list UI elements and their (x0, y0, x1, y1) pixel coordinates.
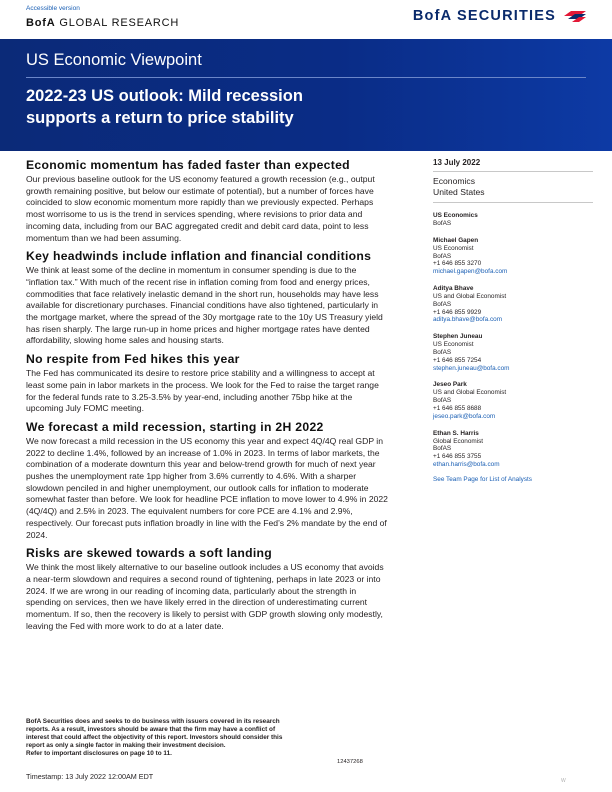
section-soft-landing (26, 546, 390, 632)
analyst-card (433, 237, 593, 276)
analyst-name: Aditya Bhave (433, 284, 474, 292)
report-title-line-2: supports a return to price stability (26, 109, 294, 127)
accessible-version-link[interactable]: Accessible version (26, 5, 80, 12)
analyst-card (433, 285, 593, 324)
banner-divider (26, 77, 586, 78)
analyst-role: US and Global Economist (433, 292, 507, 300)
sidebar (433, 158, 593, 483)
section-momentum (26, 158, 390, 244)
team-page-link[interactable]: See Team Page for List of Analysts (433, 475, 532, 483)
analyst-role: US and Global Economist (433, 389, 507, 397)
flag-logo-icon (562, 7, 588, 25)
analyst-name: Jeseo Park (433, 381, 467, 389)
analyst-phone: +1 646 855 7254 (433, 356, 482, 364)
analyst-firm: BofAS (433, 252, 452, 260)
page-marker: W (561, 778, 566, 784)
logo-text: BofA SECURITIES (412, 8, 556, 24)
section-heading: Economic momentum has faded faster than expected (26, 158, 350, 172)
report-code: 12437268 (337, 759, 363, 765)
analyst-phone: +1 646 855 9929 (433, 308, 482, 316)
analyst-firm: BofAS (433, 220, 452, 227)
disclaimer-line: report as only a single factor in making their investment decision. (26, 742, 226, 750)
section-heading: Key headwinds include inflation and financial conditions (26, 249, 372, 264)
section-body: We think the most likely alternative to our baseline outlook includes a US economy that avoids a near-term slowdown and requires a second round of tightening, perhaps in late 2023 or into 2024. If we are wrong in our reading of incoming data, particularly about the strength in spending on services, then we have likely erred in the direction of underestimating current momentum. If so, then the recovery is likely to persist with GDP growth slowing only modestly, leaving the Fed with more work to do at a later date. (26, 562, 384, 631)
timestamp: Timestamp: 13 July 2022 12:00AM EDT (26, 772, 154, 781)
analyst-email-link[interactable]: ethan.harris@bofa.com (433, 460, 500, 468)
disclaimer-line: reports. As a result, investors should be aware that the firm may have a conflict of (26, 726, 276, 734)
analyst-card (433, 430, 593, 469)
analyst-role: US Economist (433, 244, 474, 252)
analyst-email-link[interactable]: stephen.juneau@bofa.com (433, 364, 510, 372)
title-banner (0, 39, 612, 151)
analyst-firm: BofAS (433, 348, 452, 356)
section-body: The Fed has communicated its desire to restore price stability and a willingness to accept at least some pain in labor markets in the process. We look for the Fed to raise the target range for the federal funds rate to 3.25-3.5% by year-end, including another 75bp hike at the upcoming July FOMC meeting. (26, 368, 379, 414)
research-brand-bold: BofA (26, 17, 56, 29)
report-title-line-1: 2022-23 US outlook: Mild recession (26, 87, 303, 105)
analyst-name: Michael Gapen (433, 236, 479, 244)
analyst-firm: BofAS (433, 397, 452, 405)
analyst-phone: +1 646 855 3270 (433, 260, 482, 268)
main-content (26, 158, 390, 638)
analyst-email-link[interactable]: michael.gapen@bofa.com (433, 268, 508, 276)
report-date: 13 July 2022 (433, 158, 481, 167)
research-brand-rest: GLOBAL RESEARCH (55, 17, 180, 29)
section-body: Our previous baseline outlook for the US economy featured a growth recession (e.g., output growth remaining positive, but below our estimate of potential), but a number of forces have coincided to slow economic momentum more rapidly than we previously expected. Perhaps most worrisome to us is the trend in services spending, where revisions to prior data and incoming data, including from our BAC aggregated credit and debit card data, point to less momentum than we had been assuming. (26, 174, 375, 243)
section-headwinds (26, 249, 390, 347)
category-region: United States (433, 187, 485, 197)
section-fed-hikes (26, 352, 390, 415)
analyst-role: US Economist (433, 341, 474, 349)
disclaimer-line: interest that could affect the objectivity of this report. Investors should consider this (26, 734, 283, 742)
sidebar-divider (433, 202, 593, 203)
section-mild-recession (26, 420, 390, 541)
bofa-securities-logo (413, 7, 588, 25)
analyst-role: Global Economist (433, 437, 484, 445)
disclaimer (26, 718, 366, 758)
section-heading: We forecast a mild recession, starting in 2H 2022 (26, 419, 324, 434)
section-body: We think at least some of the decline in momentum in consumer spending is due to the “inflation tax.” With much of the recent rise in inflation coming from food and energy prices, commodities that face relatively inelastic demand in the short run, households may have less available for discretionary purchases. Financial conditions have also tightened, particularly in the mortgage market, where the spread of the 30y mortgage rate to the 10y US Treasury yield has risen sharply. The large run-up in home prices and higher mortgage rates have dented affordability, slowing home sales and housing starts. (26, 265, 383, 346)
analyst-team (433, 212, 593, 228)
analyst-phone: +1 646 855 3755 (433, 453, 482, 461)
section-body: We now forecast a mild recession in the US economy this year and expect 4Q/4Q real GDP in 2022 to decline 1.4%, followed by an increase of 1.0% in 2023. In terms of labor markets, the combination of a moderate downturn this year and below-trend growth for much of next year pushes the unemployment rate 1pp higher from 3.6% currently to 4.6%. With a sharper slowdown penciled in and higher unemployment, our outlook calls for inflation to moderate somewhat faster than before. We look for headline PCE inflation to move lower to 4.9% in 2022 (4Q/4Q) and 2.5% in 2023. The equivalent numbers for core PCE are 4.1% and 2.9%, respectively. Our forecast puts inflation broadly in line with the Fed’s 2% mandate by the end of 2024. (26, 435, 388, 540)
series-title: US Economic Viewpoint (26, 51, 202, 69)
sidebar-divider (433, 171, 593, 172)
section-heading: No respite from Fed hikes this year (26, 352, 240, 367)
analyst-card (433, 381, 593, 420)
research-brand (26, 17, 179, 29)
section-heading: Risks are skewed towards a soft landing (26, 546, 273, 561)
analyst-name: Stephen Juneau (433, 333, 483, 341)
disclaimer-line: BofA Securities does and seeks to do business with issuers covered in its research (26, 718, 280, 725)
report-title (26, 85, 586, 129)
category-economics: Economics (433, 176, 476, 186)
analyst-phone: +1 646 855 8688 (433, 404, 482, 412)
analyst-card (433, 333, 593, 372)
analyst-name: US Economics (433, 212, 478, 219)
disclosures-reference[interactable]: Refer to important disclosures on page 10 to 11. (26, 750, 172, 758)
analyst-name: Ethan S. Harris (433, 429, 479, 437)
analyst-firm: BofAS (433, 300, 452, 308)
analyst-email-link[interactable]: aditya.bhave@bofa.com (433, 316, 503, 324)
analyst-firm: BofAS (433, 445, 452, 453)
analyst-email-link[interactable]: jeseo.park@bofa.com (433, 412, 496, 420)
